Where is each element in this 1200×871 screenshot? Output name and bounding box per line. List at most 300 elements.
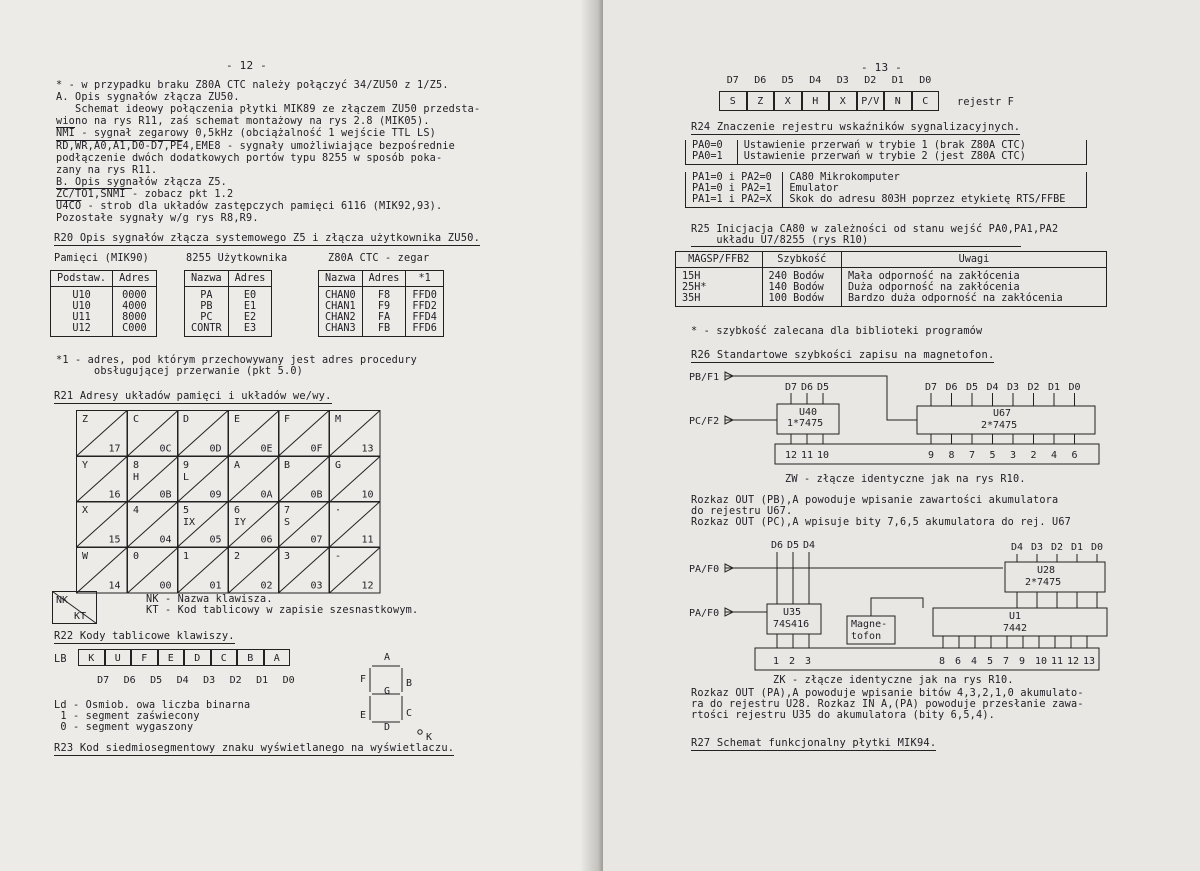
key-code: 0A: [259, 489, 272, 500]
d2-bit-right: D4: [1011, 542, 1024, 553]
legend-nk: NK: [56, 595, 69, 606]
key-code: 15: [108, 534, 121, 546]
table-row: [319, 287, 444, 302]
d1-pb-label: PB/F1: [689, 372, 720, 383]
d2-pin-right: 7: [1003, 656, 1010, 667]
key-name: F: [284, 414, 291, 425]
d2-u28-label: U28: [1037, 565, 1056, 576]
table-row: [676, 293, 1107, 307]
intro-line: wiono na rys R11, zaś schemat montażowy na rys 2.8 (MIK05).: [56, 116, 430, 128]
key-code: 17: [108, 443, 121, 455]
key-code: 00: [158, 580, 171, 591]
reg-cell: S: [719, 91, 747, 111]
register-label: rejestr F: [957, 97, 1015, 108]
key-name: C: [132, 414, 139, 425]
d1-pin-right: 2: [1030, 450, 1037, 461]
key-name: W: [82, 550, 89, 562]
key-code: 0C: [158, 443, 171, 455]
key-code: 11: [360, 534, 373, 546]
d1-bit-right: D3: [1007, 382, 1020, 393]
r20-sub-pam: Pamięci (MIK90): [54, 253, 150, 264]
table-header-cell: Adres: [228, 271, 272, 287]
key-alt-name: S: [284, 517, 291, 528]
d2-u1-type: 7442: [1003, 623, 1028, 634]
intro-line: $\overline{NMI}$ - sygnał zegarowy 0,5kHz (obciążalność 1 wejście TTL LS): [56, 128, 437, 140]
bottom-text: Rozkaz OUT (PA),A powoduje wpisanie bitów 4,3,2,1,0 akumulato- ra do rejestru U28. Rozkaz IN A,(PA) powoduje przesłanie zawa- rtości rejestru U35 do akumulatora (bity 6,5,4).: [691, 688, 1084, 721]
key-code: 03: [310, 580, 323, 591]
key-cell: [329, 501, 381, 548]
d2-pin-right: 8: [939, 656, 946, 667]
d1-bit-left: D7: [785, 382, 798, 393]
key-name: 5: [183, 505, 190, 516]
table-header-cell: Podstaw.: [51, 271, 113, 287]
d2-mag-label-1: Magne-: [851, 619, 888, 630]
lb-cell: E: [158, 649, 185, 666]
reg-cell: N: [884, 91, 912, 111]
key-name: 9: [183, 459, 190, 471]
key-name: D: [183, 414, 190, 425]
key-code: 09: [209, 489, 222, 500]
table-cell: E2: [228, 312, 272, 323]
table-cell: E0: [228, 287, 272, 302]
d2-u35-label: U35: [783, 607, 802, 618]
key-cell: [278, 547, 330, 594]
key-code: 0E: [259, 443, 272, 455]
d2-pin-left: 3: [805, 656, 812, 667]
table-cell: FFD6: [406, 323, 444, 337]
r20-sub-ctc: Z80A CTC - zegar: [328, 253, 430, 264]
key-code: 06: [259, 534, 272, 546]
d2-pin-right: 4: [971, 656, 978, 667]
key-name: 1: [183, 550, 190, 562]
key-cell: [329, 547, 381, 594]
d1-pin-right: 7: [969, 450, 976, 461]
page-number-12: - 12 -: [226, 59, 267, 72]
table-cell: CONTR: [185, 323, 229, 337]
d2-pa2-label: PA/F0: [689, 608, 720, 619]
d1-pin-right: 6: [1071, 450, 1078, 461]
table-cell: Mała odporność na zakłócenia: [841, 268, 1106, 283]
table-row: [185, 312, 272, 323]
key-cell: [278, 501, 330, 548]
r20-table-ctc: [318, 270, 444, 337]
key-code: 04: [158, 534, 171, 546]
d2-pin-right: 9: [1019, 656, 1026, 667]
key-name: 8: [132, 459, 139, 471]
key-code: 0B: [310, 489, 323, 500]
table-cell: 140 Bodów: [762, 282, 841, 293]
legend-box: [52, 591, 102, 631]
table-cell: Ustawienie przerwań w trybie 1 (brak Z80A CTC): [737, 140, 1086, 151]
table-cell: PA1=0 i PA2=0: [686, 172, 783, 183]
lb-cell: C: [211, 649, 238, 666]
lb-cell: A: [264, 649, 291, 666]
reg-bit-label: D7: [726, 75, 739, 86]
key-name: M: [334, 414, 341, 425]
table-cell: Duża odporność na zakłócenia: [841, 282, 1106, 293]
r20-table-memory: [50, 270, 157, 337]
d1-u40-label: U40: [799, 407, 818, 418]
key-cell: [228, 456, 280, 503]
intro-line: Schemat ideowy połączenia płytki MIK89 ze złączem ZU50 przedsta-: [56, 104, 481, 116]
key-code: 10: [360, 489, 373, 500]
key-cell: [127, 547, 179, 594]
table-header-cell: Adres: [362, 271, 406, 287]
table-cell: CA80 Mikrokomputer: [783, 172, 1087, 183]
key-cell: [329, 410, 381, 457]
table-cell: CHAN3: [319, 323, 363, 337]
table-header-cell: MAGSP/FFB2: [676, 252, 763, 268]
r24-title: R24 Znaczenie rejestru wskaźników sygnalizacyjnych.: [691, 121, 1021, 133]
table-cell: E3: [228, 323, 272, 337]
d1-bit-right: D5: [966, 382, 979, 393]
table-row: [185, 323, 272, 337]
seven-segment-diagram: [360, 652, 442, 743]
table-cell: 25H*: [676, 282, 763, 293]
key-cell: [278, 410, 330, 457]
key-code: 07: [310, 534, 323, 546]
key-cell: [127, 456, 179, 503]
seg-a: A: [384, 652, 391, 663]
lb-label: LB: [54, 654, 67, 665]
table-cell: Skok do adresu 803H poprzez etykietę RTS/FFBE: [783, 194, 1087, 208]
table-row: [51, 287, 157, 302]
table-cell: F9: [362, 301, 406, 312]
table-cell: U12: [51, 323, 113, 337]
key-cell: [278, 456, 330, 503]
r25-title: R25 Inicjacja CA80 w zależności od stanu wejść PA0,PA1,PA2 układu U7/8255 (rys R10): [691, 224, 1059, 246]
lb-bit-label: D3: [203, 675, 216, 686]
key-name: 6: [233, 505, 240, 516]
d1-bit-right: D2: [1027, 382, 1040, 393]
diagram-tape-in: [687, 538, 1117, 678]
lb-bit-label: D6: [123, 675, 136, 686]
lb-bit-label: D5: [150, 675, 163, 686]
d1-caption: ZW - złącze identyczne jak na rys R10.: [785, 474, 1026, 485]
lb-cell: D: [184, 649, 211, 666]
r25-table-speeds: [675, 251, 1107, 307]
lb-cell: B: [237, 649, 264, 666]
seg-c: C: [406, 708, 413, 719]
table-header-cell: Nazwa: [185, 271, 229, 287]
table-cell: CHAN1: [319, 301, 363, 312]
d2-u28-type: 2*7475: [1025, 577, 1062, 588]
intro-line: podłączenie dwóch dodatkowych portów typu 8255 w sposób poka-: [56, 152, 443, 164]
d2-pin-right: 5: [987, 656, 994, 667]
d2-pin-right: 13: [1083, 656, 1096, 667]
d2-pa1-label: PA/F0: [689, 564, 720, 575]
table-cell: FB: [362, 323, 406, 337]
key-cell: [177, 501, 229, 548]
table-cell: CHAN2: [319, 312, 363, 323]
key-code: 14: [108, 580, 121, 591]
r25-underline: [691, 246, 1021, 247]
key-name: ·: [334, 505, 341, 516]
reg-cell: C: [912, 91, 940, 111]
d1-pin-right: 8: [948, 450, 955, 461]
table-cell: PA0=1: [686, 151, 738, 165]
table-cell: F8: [362, 287, 406, 302]
r24-table-b: [685, 172, 1087, 208]
d1-bit-right: D1: [1048, 382, 1061, 393]
key-name: G: [334, 459, 341, 471]
d2-u1-label: U1: [1009, 611, 1022, 622]
table-cell: FFD4: [406, 312, 444, 323]
table-cell: PB: [185, 301, 229, 312]
key-cell: [177, 456, 229, 503]
intro-line: Pozostałe sygnały w/g rys R8,R9.: [56, 213, 259, 225]
table-row: [319, 312, 444, 323]
d1-pin-left: 12: [785, 450, 798, 461]
right-page: [603, 0, 1200, 871]
table-row: [686, 172, 1087, 183]
key-cell: [76, 410, 128, 457]
lb-cell: U: [105, 649, 132, 666]
d1-u67-label: U67: [993, 408, 1012, 419]
d1-pin-right: 4: [1051, 450, 1058, 461]
d2-bit-right: D1: [1071, 542, 1084, 553]
d1-bit-right: D7: [925, 382, 938, 393]
d1-bit-left: D5: [817, 382, 830, 393]
key-cell: [177, 410, 229, 457]
table-row: [676, 268, 1107, 283]
r20-title: R20 Opis sygnałów złącza systemowego Z5 i złącza użytkownika ZU50.: [54, 232, 481, 244]
table-cell: CHAN0: [319, 287, 363, 302]
key-cell: [127, 410, 179, 457]
key-cell: [76, 547, 128, 594]
note-1: *1 - adres, pod którym przechowywany jest adres procedury obsługującej przerwanie (pkt 5.0): [56, 355, 418, 377]
d2-bit-right: D0: [1091, 542, 1104, 553]
table-row: [185, 301, 272, 312]
lb-bit-label: D1: [256, 675, 269, 686]
key-cell: [228, 501, 280, 548]
r27-title: R27 Schemat funkcjonalny płytki MIK94.: [691, 737, 937, 749]
table-row: [686, 194, 1087, 208]
key-alt-name: IX: [183, 517, 196, 528]
table-row: [319, 323, 444, 337]
key-name: X: [82, 505, 89, 516]
lb-cell: K: [78, 649, 105, 666]
table-header-cell: *1: [406, 271, 444, 287]
table-row: [686, 151, 1087, 165]
key-cell: [76, 501, 128, 548]
reg-bit-label: D0: [919, 75, 932, 86]
reg-cell: X: [829, 91, 857, 111]
key-alt-name: L: [183, 471, 190, 483]
d1-u67-type: 2*7475: [981, 420, 1018, 431]
key-code: 12: [360, 580, 373, 591]
table-cell: FA: [362, 312, 406, 323]
table-row: [51, 301, 157, 312]
table-row: [51, 312, 157, 323]
r20-table-8255: [184, 270, 272, 337]
table-cell: PC: [185, 312, 229, 323]
d2-bit-right: D3: [1031, 542, 1044, 553]
d2-pin-left: 2: [789, 656, 796, 667]
d2-bit-left: D4: [803, 540, 816, 551]
key-cell: [228, 410, 280, 457]
r20-sub-8255: 8255 Użytkownika: [186, 253, 288, 264]
r26-title: R26 Standartowe szybkości zapisu na magnetofon.: [691, 349, 995, 361]
table-cell: 0000: [113, 287, 157, 302]
intro-line: A. Opis sygnałów złącza ZU50.: [56, 92, 240, 104]
left-page: [0, 0, 598, 871]
reg-cell: Z: [747, 91, 775, 111]
lb-bit-label: D0: [282, 675, 295, 686]
r21-title: R21 Adresy układów pamięci i układów we/wy.: [54, 390, 332, 402]
table-cell: 240 Bodów: [762, 268, 841, 283]
key-name: -: [334, 550, 341, 562]
table-cell: PA1=1 i PA2=X: [686, 194, 783, 208]
table-cell: 15H: [676, 268, 763, 283]
key-name: A: [233, 459, 240, 471]
table-row: [185, 287, 272, 302]
d2-caption: ZK - złącze identyczne jak na rys R10.: [773, 675, 1014, 686]
table-header-cell: Uwagi: [841, 252, 1106, 268]
table-cell: Ustawienie przerwań w trybie 2 (jest Z80A CTC): [737, 151, 1086, 165]
table-cell: PA0=0: [686, 140, 738, 151]
key-code: 05: [209, 534, 222, 546]
table-cell: PA1=0 i PA2=1: [686, 183, 783, 194]
key-code: 0B: [158, 489, 171, 500]
key-name: E: [233, 414, 240, 425]
intro-line: U4CO - strob dla układów zastępczych pamięci 6116 (MIK92,93).: [56, 201, 443, 212]
d2-bit-left: D6: [771, 540, 784, 551]
table-header-row: [319, 271, 444, 287]
seg-b: B: [406, 678, 413, 689]
table-cell: U11: [51, 312, 113, 323]
table-cell: E1: [228, 301, 272, 312]
d2-u35-type: 74S416: [773, 619, 810, 630]
diagram-tape-out: [687, 368, 1107, 478]
reg-bit-label: D4: [809, 75, 822, 86]
seg-e: E: [360, 710, 367, 721]
r23-title: R23 Kod siedmiosegmentowy znaku wyświetlanego na wyświetlaczu.: [54, 742, 455, 754]
reg-cell: P/V: [857, 91, 885, 111]
table-cell: U10: [51, 287, 113, 302]
r25-note: * - szybkość zalecana dla biblioteki programów: [691, 326, 983, 337]
table-header-row: [51, 271, 157, 287]
intro-line: ZC/TO1,SNMI - zobacz pkt 1.2: [56, 188, 234, 200]
table-row: [686, 140, 1087, 151]
d2-bit-left: D5: [787, 540, 800, 551]
table-cell: Emulator: [783, 183, 1087, 194]
d1-bit-right: D4: [986, 382, 999, 393]
table-row: [686, 183, 1087, 194]
key-name: B: [284, 459, 291, 471]
key-name: Y: [82, 459, 89, 471]
key-code: 02: [259, 580, 272, 591]
reg-bit-label: D3: [836, 75, 849, 86]
table-row: [676, 282, 1107, 293]
r24-table-a: [685, 140, 1087, 165]
key-cell: [127, 501, 179, 548]
intro-line: zany na rys R11.: [56, 164, 158, 176]
key-name: 7: [284, 505, 291, 516]
legend-text: NK - Nazwa klawisza. KT - Kod tablicowy w zapisie szesnastkowym.: [146, 594, 419, 616]
key-code: 0F: [310, 443, 323, 455]
lb-bit-label: D4: [176, 675, 189, 686]
key-cell: [76, 456, 128, 503]
seg-g: G: [384, 686, 391, 697]
key-alt-name: IY: [233, 517, 246, 528]
table-cell: Bardzo duża odporność na zakłócenia: [841, 293, 1106, 307]
d1-bit-left: D6: [801, 382, 814, 393]
key-code: 01: [209, 580, 222, 591]
table-cell: 35H: [676, 293, 763, 307]
key-name: 4: [132, 505, 139, 516]
table-row: [319, 301, 444, 312]
d1-pin-right: 5: [989, 450, 996, 461]
d2-pin-right: 6: [955, 656, 962, 667]
reg-bit-label: D2: [864, 75, 877, 86]
table-header-cell: Nazwa: [319, 271, 363, 287]
table-cell: 4000: [113, 301, 157, 312]
key-cell: [177, 547, 229, 594]
table-cell: PA: [185, 287, 229, 302]
reg-cell: X: [774, 91, 802, 111]
key-code: 16: [108, 489, 121, 500]
key-code: 0D: [209, 443, 222, 455]
legend-kt: KT: [74, 611, 87, 622]
table-header-cell: Szybkość: [762, 252, 841, 268]
key-code: 13: [360, 443, 373, 455]
r22-title: R22 Kody tablicowe klawiszy.: [54, 630, 235, 642]
d2-bit-right: D2: [1051, 542, 1064, 553]
table-cell: 8000: [113, 312, 157, 323]
table-header-row: [185, 271, 272, 287]
table-cell: C000: [113, 323, 157, 337]
d1-pin-left: 11: [801, 450, 814, 461]
page-number-13: - 13 -: [861, 61, 902, 74]
lb-cell: F: [131, 649, 158, 666]
intro-line: * - w przypadku braku Z80A CTC należy połączyć 34/ZU50 z 1/Z5.: [56, 80, 449, 91]
reg-bit-label: D5: [781, 75, 794, 86]
lb-bit-label: D2: [229, 675, 242, 686]
table-cell: U10: [51, 301, 113, 312]
seg-d: D: [384, 722, 391, 733]
d1-bit-right: D6: [945, 382, 958, 393]
d1-pin-right: 9: [928, 450, 935, 461]
mid-text: Rozkaz OUT (PB),A powoduje wpisanie zawartości akumulatora do rejestru U67. Rozkaz OUT (PC),A wpisuje bity 7,6,5 akumulatora do rej. U67: [691, 495, 1072, 528]
d2-pin-left: 1: [773, 656, 780, 667]
seg-f: F: [360, 674, 367, 685]
d2-pin-right: 10: [1035, 656, 1048, 667]
key-name: 0: [132, 550, 139, 562]
lb-bit-label: D7: [97, 675, 110, 686]
lb-description: Ld - Osmiob. owa liczba binarna 1 - segment zaświecony 0 - segment wygaszony: [54, 700, 251, 733]
table-header-row: [676, 252, 1107, 268]
seg-k: K: [426, 732, 433, 743]
intro-line: B. Opis sygnałów złącza Z5.: [56, 176, 228, 188]
key-cell: [228, 547, 280, 594]
reg-cell: H: [802, 91, 830, 111]
key-name: 3: [284, 550, 291, 562]
table-cell: 100 Bodów: [762, 293, 841, 307]
intro-line: RD,WR,A0,A1,D0-D7,PE4,EME8 - sygnały umożliwiające bezpośrednie: [56, 140, 456, 152]
table-cell: FFD2: [406, 301, 444, 312]
d1-pin-left: 10: [817, 450, 830, 461]
d1-bit-right: D0: [1068, 382, 1081, 393]
key-cell: [329, 456, 381, 503]
d1-pc-label: PC/F2: [689, 416, 720, 427]
reg-bit-label: D1: [891, 75, 904, 86]
d1-u40-type: 1*7475: [787, 418, 824, 429]
d2-pin-right: 12: [1067, 656, 1080, 667]
reg-bit-label: D6: [754, 75, 767, 86]
table-row: [51, 323, 157, 337]
key-name: Z: [82, 414, 89, 425]
